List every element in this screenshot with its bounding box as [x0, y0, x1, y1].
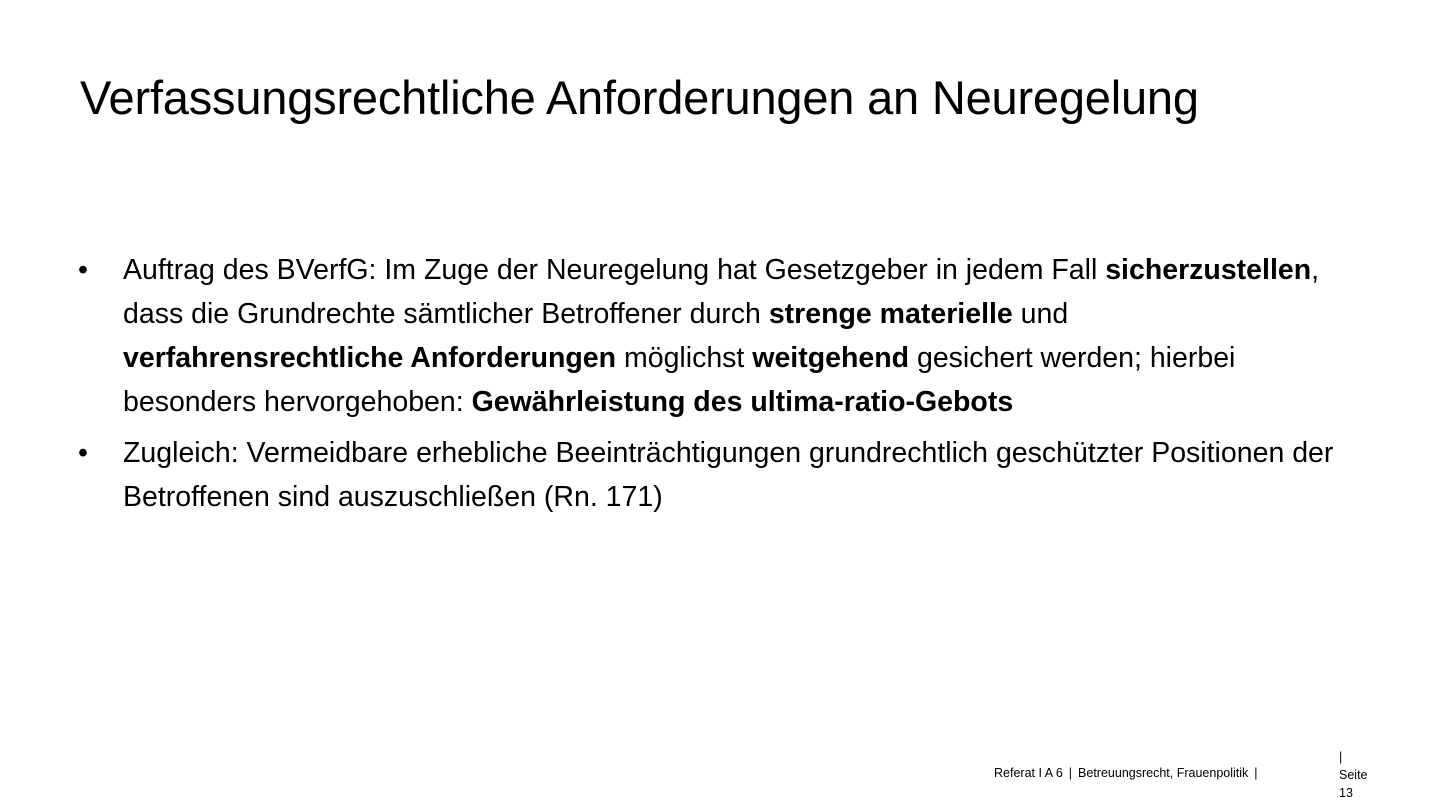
- bullet-emphasis: Gewährleistung des ultima-ratio-Gebots: [471, 386, 1014, 418]
- page-label: Seite: [1339, 768, 1368, 782]
- bullet-item: [78, 248, 1340, 424]
- bullet-dot-icon: •: [78, 254, 88, 286]
- page-number: 13: [1339, 786, 1353, 800]
- bullet-segment: gesichert werden; hierbei besonders hervorgehoben:: [123, 342, 1236, 418]
- bullet-segment: , dass die Grundrechte sämtlicher Betroffener durch: [123, 254, 1320, 330]
- bullet-item: [78, 431, 1340, 519]
- footer-separator: |: [1254, 766, 1258, 780]
- bullet-text: [123, 254, 1319, 418]
- page-indicator: [1339, 748, 1368, 802]
- slide-title: Verfassungsrechtliche Anforderungen an Neuregelung: [80, 71, 1199, 124]
- bullet-segment: Zugleich: Vermeidbare erhebliche Beeinträchtigungen grundrechtlich geschützter Positionen der Betroffenen sind auszuschließen (Rn. 171): [123, 437, 1334, 513]
- bullet-list: [78, 248, 1340, 526]
- bullet-segment: möglichst: [616, 342, 753, 374]
- bullet-emphasis: strenge materielle: [768, 298, 1013, 330]
- bullet-segment: Auftrag des BVerfG: Im Zuge der Neuregelung hat Gesetzgeber in jedem Fall: [123, 254, 1106, 286]
- footer-unit: Referat I A 6: [994, 766, 1063, 780]
- page-separator: |: [1339, 750, 1343, 764]
- bullet-emphasis: weitgehend: [752, 342, 910, 374]
- bullet-segment: und: [1012, 298, 1069, 330]
- footer-topic: Betreuungsrecht, Frauenpolitik: [1078, 766, 1249, 780]
- footer: [994, 765, 1264, 781]
- bullet-emphasis: verfahrensrechtliche Anforderungen: [123, 342, 617, 374]
- bullet-emphasis: sicherzustellen: [1105, 254, 1312, 286]
- bullet-text: [123, 437, 1333, 513]
- footer-separator: |: [1068, 766, 1073, 780]
- bullet-dot-icon: •: [78, 437, 88, 469]
